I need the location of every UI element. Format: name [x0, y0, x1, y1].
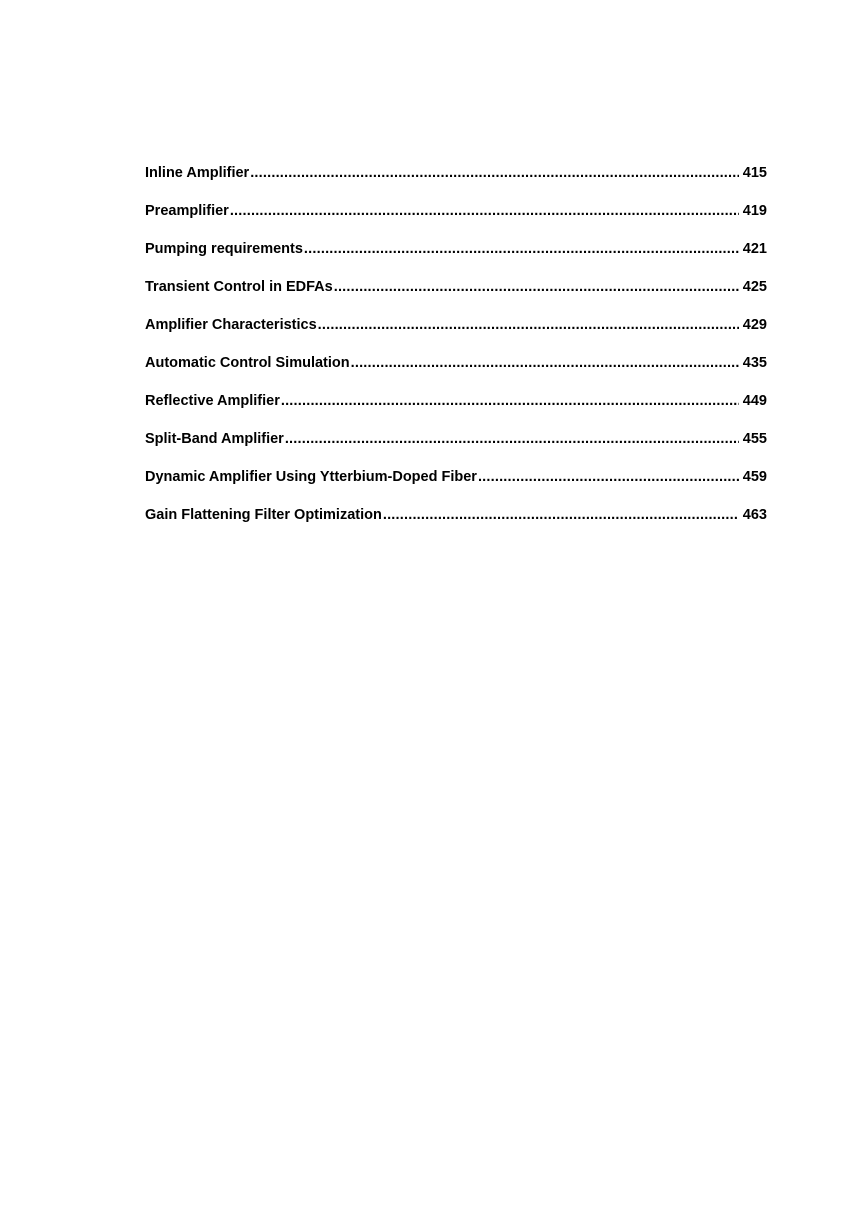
- toc-dot-leader: [383, 505, 739, 525]
- toc-page-number: 449: [742, 393, 767, 409]
- toc-dot-leader: [351, 353, 739, 373]
- toc-entry-inline-amplifier[interactable]: [145, 163, 767, 201]
- toc-dot-leader: [250, 163, 739, 183]
- toc-page-number: 419: [742, 203, 767, 219]
- toc-dot-leader: [334, 277, 739, 297]
- toc-entry-title: Reflective Amplifier: [145, 393, 280, 409]
- toc-entry-automatic-control-simulation[interactable]: [145, 353, 767, 391]
- toc-entry-title: Transient Control in EDFAs: [145, 279, 333, 295]
- toc-entry-split-band-amplifier[interactable]: [145, 429, 767, 467]
- toc-entry-reflective-amplifier[interactable]: [145, 391, 767, 429]
- toc-entry-title: Dynamic Amplifier Using Ytterbium-Doped Fiber: [145, 469, 477, 485]
- toc-entry-title: Automatic Control Simulation: [145, 355, 350, 371]
- toc-entry-title: Gain Flattening Filter Optimization: [145, 507, 382, 523]
- toc-dot-leader: [285, 429, 739, 449]
- toc-page-number: 435: [742, 355, 767, 371]
- toc-entry-preamplifier[interactable]: [145, 201, 767, 239]
- toc-entry-amplifier-characteristics[interactable]: [145, 315, 767, 353]
- toc-page-number: 463: [742, 507, 767, 523]
- toc-page-number: 429: [742, 317, 767, 333]
- toc-entry-dynamic-amplifier[interactable]: [145, 467, 767, 505]
- toc-dot-leader: [230, 201, 739, 221]
- toc-page-number: 421: [742, 241, 767, 257]
- toc-page-number: 459: [742, 469, 767, 485]
- toc-entry-title: Preamplifier: [145, 203, 229, 219]
- toc-entry-pumping-requirements[interactable]: [145, 239, 767, 277]
- toc-entry-transient-control[interactable]: [145, 277, 767, 315]
- toc-entry-gain-flattening-filter[interactable]: [145, 505, 767, 543]
- toc-entry-title: Amplifier Characteristics: [145, 317, 317, 333]
- toc-dot-leader: [478, 467, 739, 487]
- toc-entry-title: Pumping requirements: [145, 241, 303, 257]
- toc-dot-leader: [281, 391, 739, 411]
- toc-page-number: 455: [742, 431, 767, 447]
- toc-page-number: 425: [742, 279, 767, 295]
- toc-entry-title: Split-Band Amplifier: [145, 431, 284, 447]
- toc-entry-title: Inline Amplifier: [145, 165, 250, 181]
- table-of-contents: [145, 163, 767, 543]
- toc-dot-leader: [304, 239, 739, 259]
- toc-dot-leader: [318, 315, 739, 335]
- toc-page-number: 415: [742, 165, 767, 181]
